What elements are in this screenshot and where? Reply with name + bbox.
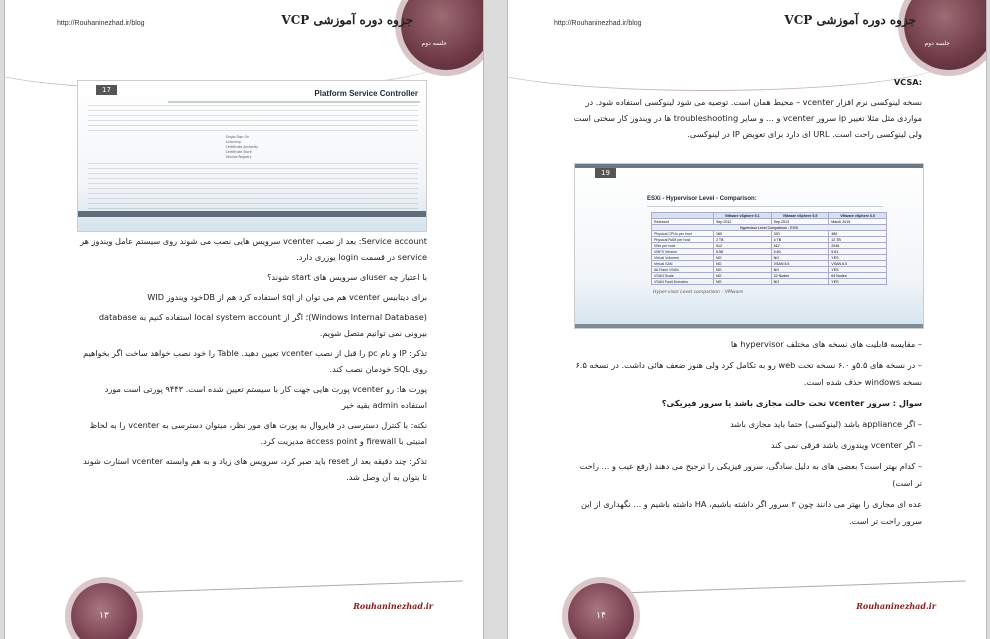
page-number: ۱۴ bbox=[596, 611, 606, 621]
header-url: http://Rouhaninezhad.ir/blog bbox=[554, 20, 642, 27]
header-title: جزوه دوره آموزشی VCP bbox=[281, 13, 413, 27]
paragraph: – کدام بهتر است؟ بعضی های به دلیل سادگی، سرور فیزیکی را ترجیح می دهند (رفع عیب و ... راحت تر است) bbox=[579, 461, 922, 488]
table-row: Virtual SAN NO VSAN 5.5 VSAN 6.0 bbox=[652, 261, 887, 267]
paragraph: نسخه لینوکسی نرم افزار vcenter – محیط همان است. توصیه می شود لینوکسی استفاده شود. در مواردی مثل مثلا تغییر ip سرور vcenter و ... و سایر troubleshooting ها در ویندوز کار سختی است ولی لینوکسی راحت است. URL ای دارد برای تعویض IP در لینوکسی. bbox=[573, 97, 922, 139]
slide-item: Licensing bbox=[225, 140, 241, 144]
table-row: VMs per host 512 512 2048 bbox=[652, 243, 887, 249]
paragraph: – در نسخه های ۵.۵و ۶.۰ نسخه تحت web رو به تکامل کرد ولی هنوز ضعف هائی داشت. در نسخه ۶.۵ نسخه windows حذف شده است. bbox=[575, 360, 922, 387]
slide-item: Certificate Store bbox=[225, 150, 252, 154]
footer-line bbox=[75, 580, 463, 595]
table-row: Physical CPUs per host 160 320 480 bbox=[652, 231, 887, 237]
header-url: http://Rouhaninezhad.ir/blog bbox=[57, 20, 145, 27]
paragraph: برای دیتابیس vcenter هم می توان از sql استفاده کرد هم از DBخود ویندوز WID bbox=[147, 292, 427, 302]
paragraph: – اگر vcenter ویندوزی باشد فرقی نمی کند bbox=[770, 440, 922, 450]
slide-item: Certificate Authority bbox=[225, 145, 258, 149]
right-intro-text bbox=[572, 74, 922, 146]
table-row: All-Flash VSAN NO NO YES bbox=[652, 267, 887, 273]
paragraph: تذکر: چند دقیقه بعد از reset باید صبر کرد، سرویس های زیاد و به هم وابسته vcenter استارت شوند تا بتوان به آن وصل شد. bbox=[83, 456, 427, 482]
left-page bbox=[4, 0, 484, 639]
comparison-table: VMware vSphere 5.1 VMware vSphere 5.5 VMware vSphere 6.0 Released Sep 2012 Sep 2013 March 2015 Hypervisor Level Comparison - ESXi Physical CPUs per host 160 320 480 Physical RAM per host 2 TB 4 TB 12 TB VMs per host 512 512 2048 VMFS Version 5.58 5.60 5.61 Virtual Volumes NO NO YES Virtual SAN NO VSAN 5.5 VSAN 6.0 All-Flash VSAN NO NO YES VSAN Scale NO 32 Nodes 64 Nodes VSAN Fault Domains NO NO YES bbox=[651, 212, 887, 285]
comparison-slide bbox=[574, 163, 924, 329]
slide-item: Single Sign-On bbox=[225, 135, 250, 139]
table-row: VMFS Version 5.58 5.60 5.61 bbox=[652, 249, 887, 255]
slide-title: ESXi - Hypervisor Level - Comparison: bbox=[647, 196, 757, 202]
header-subtitle: جلسه دوم bbox=[924, 40, 950, 47]
table-row: Physical RAM per host 2 TB 4 TB 12 TB bbox=[652, 237, 887, 243]
table-row: VSAN Fault Domains NO NO YES bbox=[652, 279, 887, 285]
slide-body bbox=[88, 105, 418, 159]
slide-number: 19 bbox=[595, 168, 616, 178]
left-body-text bbox=[79, 233, 427, 489]
table-caption: Hyper-visor Level comparison – VMware bbox=[653, 290, 743, 295]
paragraph: عده ای مجازی را بهتر می دانند چون ۲ سرور اگر داشته باشیم، HA داشته باشیم و ... نگهداری از این سرور راحت تر است. bbox=[581, 499, 922, 526]
footer-line bbox=[578, 580, 966, 595]
paragraph: پورت ها: رو vcenter پورت هایی جهت کار با سیستم تعیین شده است. ۹۴۴۳ پورتی است مورد استفاده admin بقیه خیر bbox=[104, 384, 427, 410]
right-body-text bbox=[572, 336, 922, 534]
paragraph: – اگر appliance باشد (لینوکسی) حتما باید مجازی باشد bbox=[730, 419, 922, 429]
footer-brand: Rouhaninezhad.ir bbox=[353, 601, 433, 611]
slide-number: 17 bbox=[96, 85, 117, 95]
paragraph: Service account: بعد از نصب vcenter سرویس هایی نصب می شوند روی سیستم عامل ویندوز هر service در قسمت login یوزری دارد. bbox=[80, 236, 427, 262]
paragraph: (Windows Internal Database)؛ اگر از local system account استفاده کنیم به database بیرونی نمی توانیم متصل شویم. bbox=[98, 312, 427, 338]
table-row: Virtual Volumes NO NO YES bbox=[652, 255, 887, 261]
footer-brand: Rouhaninezhad.ir bbox=[856, 601, 936, 611]
slide-item: Service Registry bbox=[225, 155, 252, 159]
question: سوال : سرور vcenter تحت حالت مجازی باشد یا سرور فیزیکی؟ bbox=[661, 398, 922, 408]
slide-title: Platform Service Controller bbox=[314, 89, 418, 98]
paragraph: با اعتبار چه userای سرویس های start شوند؟ bbox=[267, 272, 427, 282]
header-title: جزوه دوره آموزشی VCP bbox=[784, 13, 916, 27]
paragraph: تذکر: IP و نام pc را قبل از نصب vcenter تعیین دهید. Table را خود نصب خواهد ساخت اگر بخواهیم روی SQL خودمان نصب کند. bbox=[83, 348, 427, 374]
paragraph: نکته: با کنترل دسترسی در فایروال به پورت های مور نظر، میتوان دسترسی به vcenter را به لحاظ امنیتی با firewall و access point مدیریت کرد. bbox=[89, 420, 427, 446]
right-page bbox=[507, 0, 987, 639]
table-row: VSAN Scale NO 32 Nodes 64 Nodes bbox=[652, 273, 887, 279]
header-subtitle: جلسه دوم bbox=[421, 40, 447, 47]
paragraph: – مقایسه قابلیت های نسخه های مختلف hypervisor ها bbox=[730, 339, 922, 349]
section-heading: VCSA: bbox=[893, 77, 922, 87]
page-number: ۱۳ bbox=[99, 611, 109, 621]
slide-screenshot bbox=[77, 80, 427, 232]
